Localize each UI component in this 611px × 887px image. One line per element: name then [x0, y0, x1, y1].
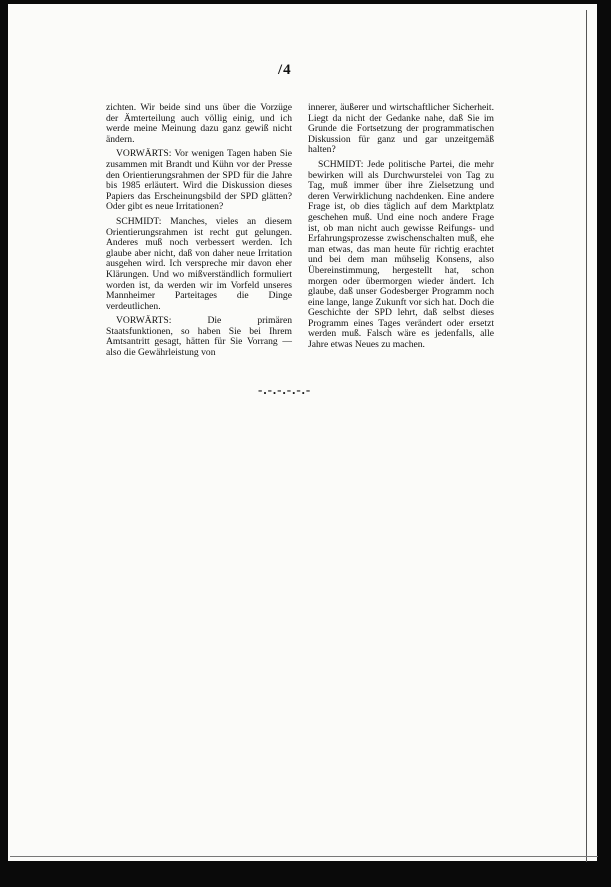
page-number: /4 — [278, 62, 292, 78]
paragraph: SCHMIDT: Manches, vieles an diesem Orientierungsrahmen ist recht gut gelungen. Anderes muß noch verbessert werden. Ich glaube aber nicht, daß von daher neue Irritation ausgehen wird. Ich verspreche mir davon eher Klärungen. Und wo mißverständlich formuliert worden ist, da werden wir im Vorfeld unseres Mannheimer Parteitages die Dinge verdeutlichen. — [106, 215, 292, 312]
scan-border-left — [0, 0, 8, 887]
scan-border-right — [597, 0, 611, 887]
scan-border-top — [0, 0, 611, 4]
scan-rule-bottom — [10, 856, 598, 857]
paragraph: VORWÄRTS: Vor wenigen Tagen haben Sie zusammen mit Brandt und Kühn vor der Presse den Orientierungsrahmen der SPD für die Jahre bis 1985 erläutert. Wird die Diskussion dieses Papiers das Erscheinungsbild der SPD glätten? Oder gibt es neue Irritationen? — [106, 148, 292, 213]
paragraph: zichten. Wir beide sind uns über die Vorzüge der Ämterteilung auch völlig einig, und ich werde meine Meinung dazu ganz gewiß nicht ändern. — [106, 102, 292, 145]
paragraph: innerer, äußerer und wirtschaftlicher Sicherheit. Liegt da nicht der Gedanke nahe, daß Sie im Grunde die Fortsetzung der programmatischen Diskussion für ganz und gar unzeitgemäß halten? — [308, 102, 494, 156]
end-separator: -.-.-.-.-.- — [258, 382, 312, 397]
scan-rule-right — [586, 10, 587, 862]
text-column-right — [308, 103, 494, 355]
text-column-left — [106, 103, 292, 363]
scan-border-bottom — [0, 861, 611, 887]
paragraph: SCHMIDT: Jede politische Partei, die mehr bewirken will als Durchwurstelei von Tag zu Tag, muß immer über ihre Zielsetzung und deren Verwirklichung nachdenken. Eine andere Frage ist, ob dies täglich auf dem Marktplatz geschehen muß. Und eine noch andere Frage ist, ob man nicht auch gewisse Reifungs- und Erfahrungsprozesse zwischenschalten muß, ehe man etwas, das man heute für richtig erachtet und bei dem man mühselig Konsens, also Übereinstimmung, hergestellt hat, schon morgen oder übermorgen wieder ändert. Ich glaube, daß unser Godesberger Programm noch eine lange, lange Zukunft vor sich hat. Doch die Geschichte der SPD lehrt, daß selbst dieses Programm eines Tages verändert oder ersetzt werden muß. Falsch wäre es jedenfalls, alle Jahre etwas Neues zu machen. — [308, 158, 494, 351]
paragraph: VORWÄRTS: Die primären Staatsfunktionen, so haben Sie bei Ihrem Amtsantritt gesagt, hätten für Sie Vorrang — also die Gewährleistung von — [106, 315, 292, 359]
